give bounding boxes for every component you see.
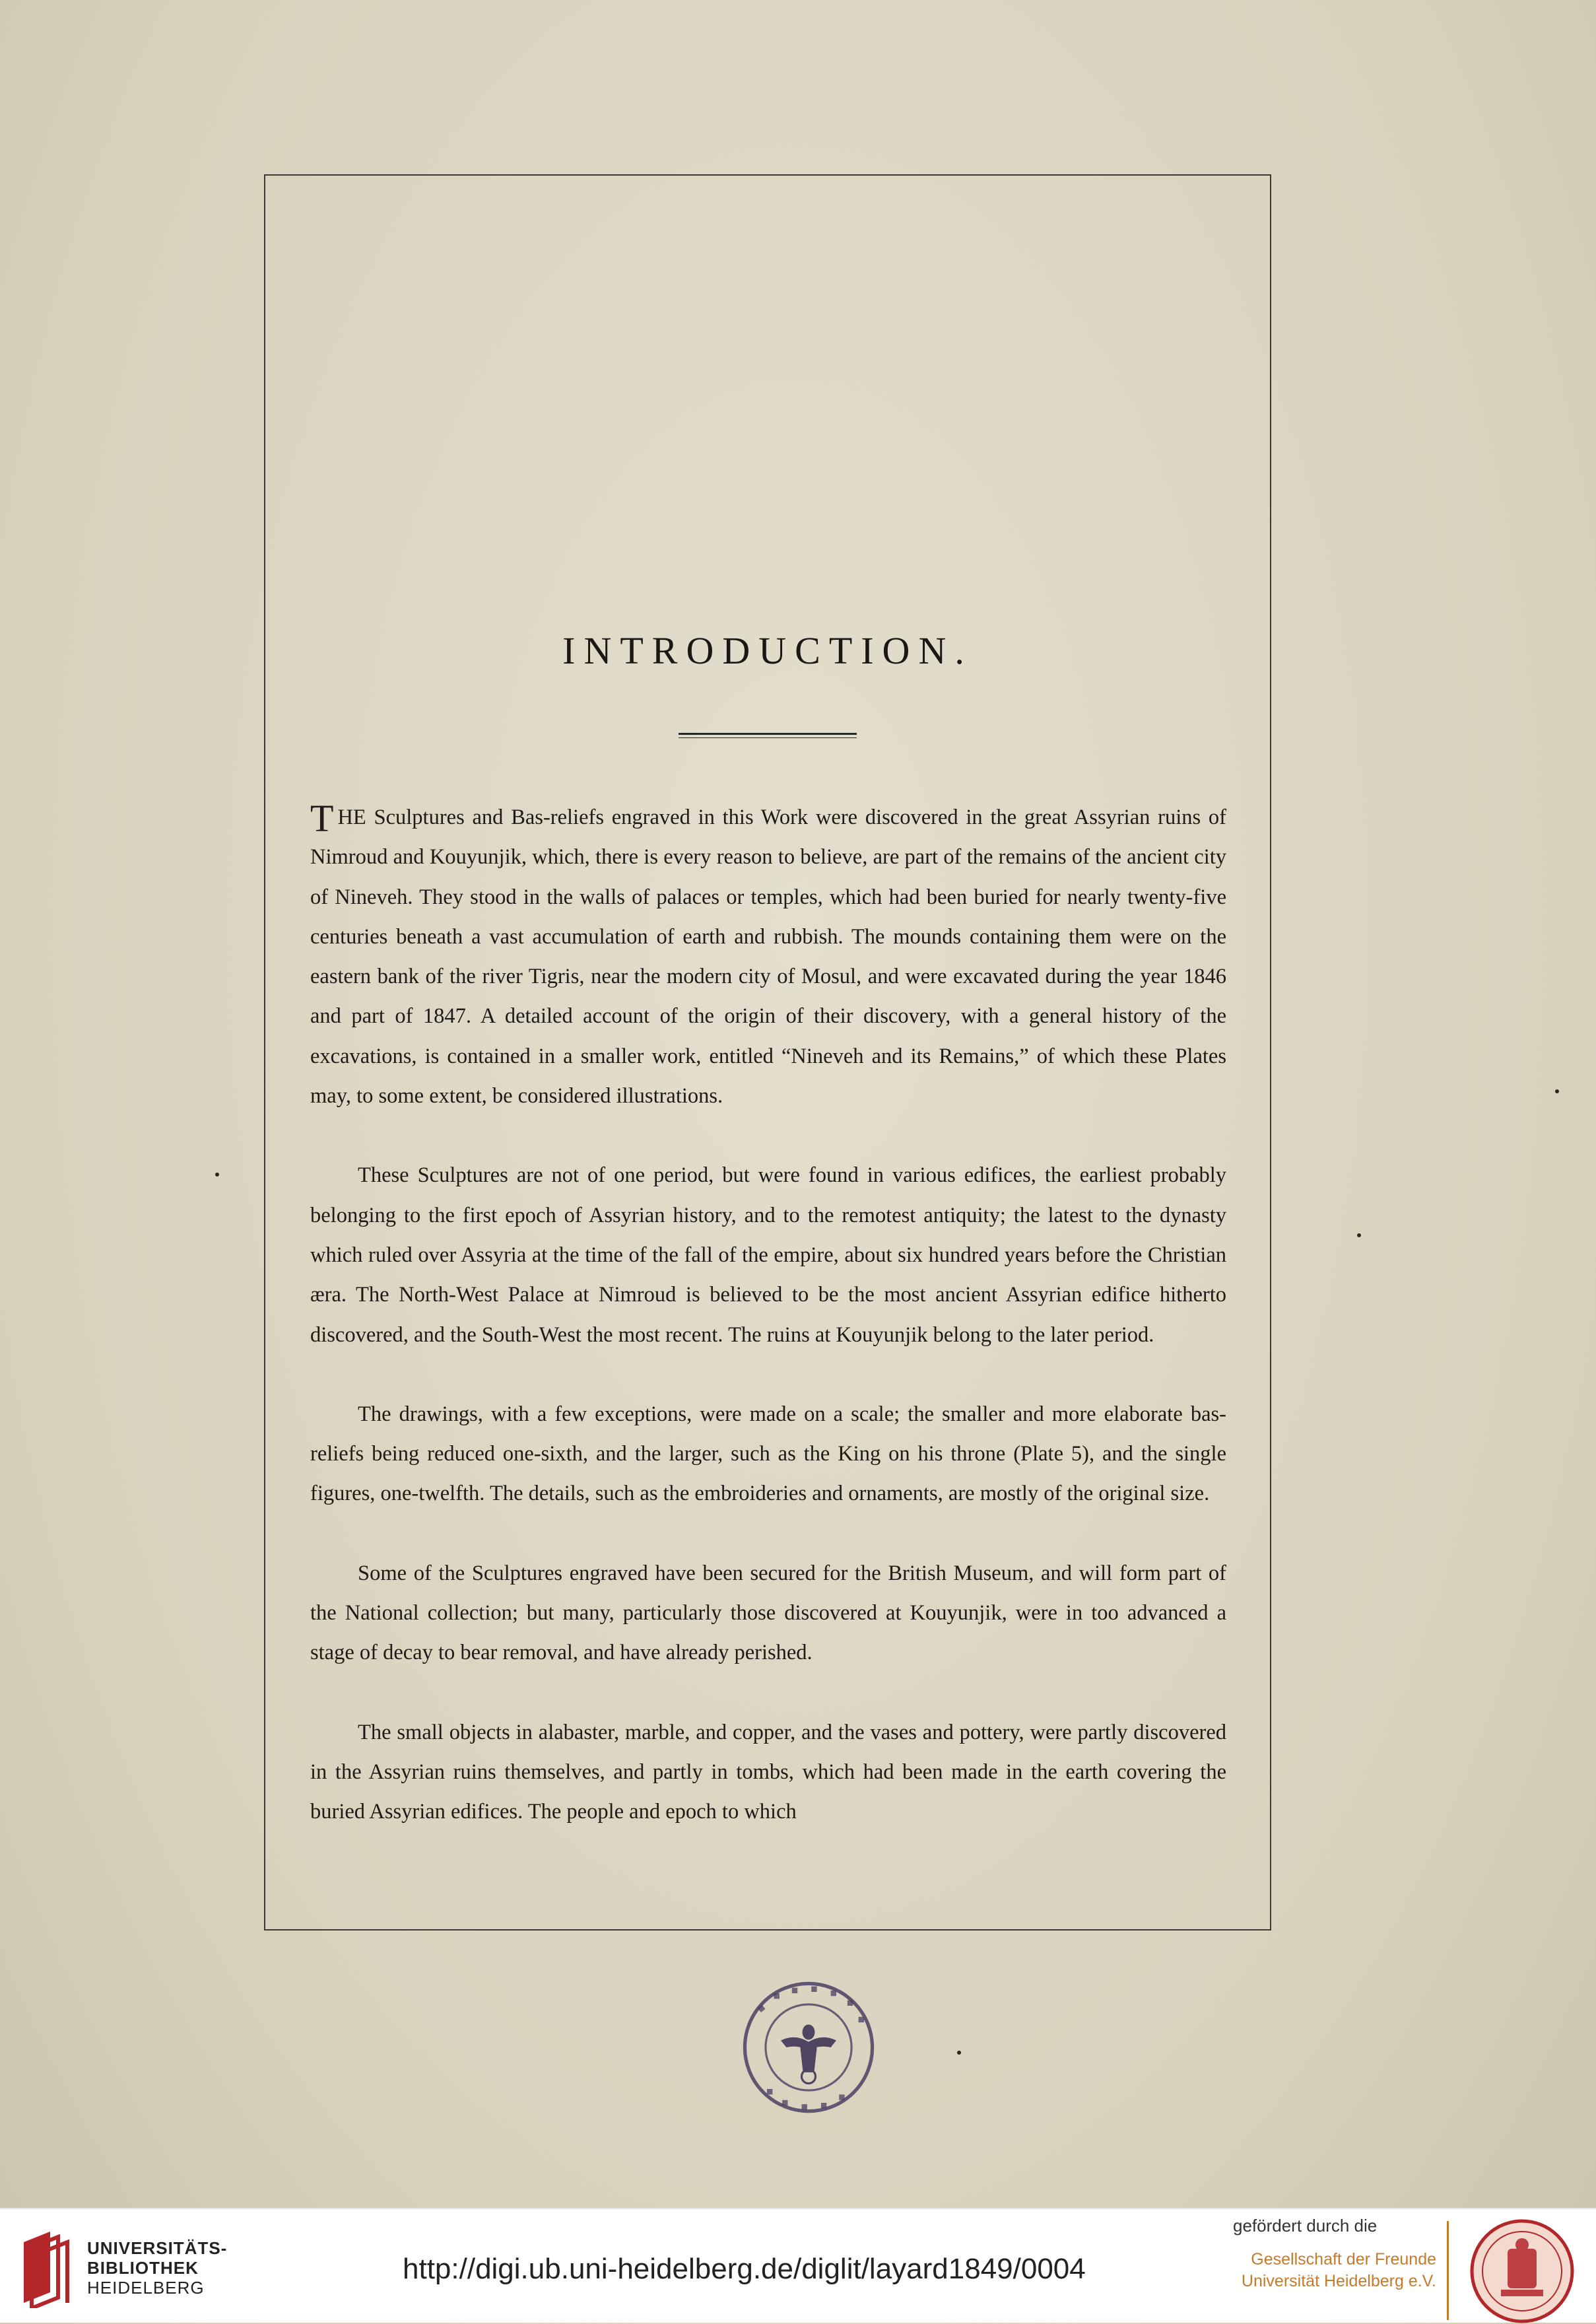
society-name: Gesellschaft der Freunde Universität Heidelberg e.V. (1241, 2250, 1436, 2290)
paragraph-4: Some of the Sculptures engraved have been secured for the British Museum, and will form part of the National collection; but many, particularly those discovered at Kouyunjik, were in too advanced a stage of decay to bear removal, and have already perished. (310, 1561, 1226, 1665)
paper-speck (1357, 1233, 1361, 1237)
funded-by-label: gefördert durch die (1233, 2216, 1378, 2236)
university-seal-icon (1469, 2218, 1575, 2324)
digital-library-url[interactable]: http://digi.ub.uni-heidelberg.de/diglit/layard1849/0004 (403, 2253, 1086, 2285)
paragraph-5: The small objects in alabaster, marble, and copper, and the vases and pottery, were partly discovered in the Assyrian ruins themselves, and partly in tombs, which had been made in the earth covering the buried Assyrian edifices. The people and epoch to which (310, 1720, 1226, 1824)
paper-speck (1555, 1089, 1559, 1093)
paragraph-1-text: HE Sculptures and Bas-reliefs engraved in this Work were discovered in the great Assyrian ruins of Nimroud and Kouyunjik, which, there is every reason to believe, are part of the remains of the ancient city of Nineveh. They stood in the walls of palaces or temples, which had been buried for nearly twenty-five centuries beneath a vast accumulation of earth and rubbish. The mounds containing them were on the eastern bank of the river Tigris, near the modern city of Mosul, and were excavated during the year 1846 and part of 1847. A detailed account of the origin of their discovery, with a general history of the excavations, is contained in a smaller work, entitled “Nineveh and its Remains,” of which these Plates may, to some extent, be considered illustrations. (310, 805, 1226, 1109)
paragraph-1 (310, 798, 1226, 1116)
page-title: INTRODUCTION. (562, 629, 973, 672)
footer-divider (1447, 2221, 1449, 2320)
dropcap: T (310, 797, 334, 840)
paragraph-3: The drawings, with a few exceptions, were made on a scale; the smaller and more elaborate bas-reliefs being reduced one-sixth, and the larger, such as the King on his throne (Plate 5), and the single figures, one-twelfth. The details, such as the embroideries and ornaments, are mostly of the original size. (310, 1402, 1226, 1506)
paper-speck (957, 2051, 961, 2055)
library-name: UNIVERSITÄTS- BIBLIOTHEK HEIDELBERG (87, 2238, 228, 2298)
library-stamp-icon (739, 1978, 878, 2117)
body-text (310, 798, 1226, 1872)
paragraph-2: These Sculptures are not of one period, but were found in various edifices, the earliest probably belonging to the first epoch of Assyrian history, and to the remotest antiquity; the latest to the dynasty which ruled over Assyria at the time of the fall of the empire, about six hundred years before the Christian æra. The North-West Palace at Nimroud is believed to be the most ancient Assyrian edifice hitherto discovered, and the South-West the most recent. The ruins at Kouyunjik belong to the later period. (310, 1163, 1226, 1347)
footer-bar (0, 2208, 1596, 2323)
university-library-logo-icon (17, 2229, 75, 2308)
title-rule (679, 733, 857, 735)
paper-speck (215, 1173, 219, 1177)
